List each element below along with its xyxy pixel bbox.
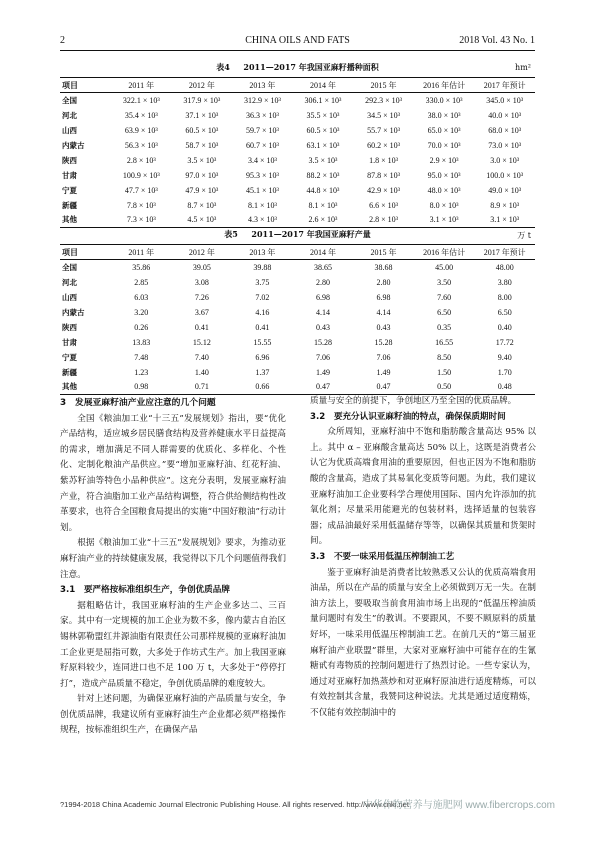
value-cell: 6.98 [376,292,391,302]
table-row [60,260,535,275]
page-number: 2 [60,35,65,46]
running-header [60,35,535,51]
value-cell: 7.48 [134,352,149,362]
value-cell: 35.5 × 10³ [306,110,340,120]
value-cell: 8.9 × 10³ [490,200,520,210]
value-cell: 2.85 [134,277,149,287]
column-header-year: 2016 年估计 [423,247,466,257]
value-cell: 4.3 × 10³ [247,215,277,225]
value-cell: 3.75 [255,277,270,287]
table-row [60,213,535,228]
value-cell: 1.40 [194,367,209,377]
table5-unit: 万 t [517,231,531,240]
journal-name: CHINA OILS AND FATS [245,35,350,46]
table-row [60,108,535,123]
value-cell: 0.40 [497,322,512,332]
value-cell: 95.0 × 10³ [427,170,461,180]
value-cell: 7.02 [255,292,270,302]
value-cell: 2.80 [376,277,391,287]
value-cell: 322.1 × 10³ [122,95,160,105]
value-cell: 8.7 × 10³ [187,200,217,210]
value-cell: 100.9 × 10³ [122,170,160,180]
table-row [60,320,535,335]
table-row [60,138,535,153]
value-cell: 39.05 [192,262,211,272]
value-cell: 0.66 [255,382,270,392]
table5 [60,244,535,395]
value-cell: 60.2 × 10³ [367,140,400,150]
value-cell: 3.20 [134,307,149,317]
value-cell: 6.96 [255,352,270,362]
value-cell: 17.72 [495,337,514,347]
region-cell: 山西 [62,125,77,135]
value-cell: 0.48 [497,382,512,392]
table5-header-row [60,245,535,260]
value-cell: 1.49 [376,367,391,377]
table4-header-row [60,78,535,93]
value-cell: 87.8 × 10³ [367,170,400,180]
section-3-heading: 3 发展亚麻籽油产业应注意的几个问题 [60,398,216,408]
table-row [60,365,535,380]
region-cell: 甘肃 [62,170,77,180]
value-cell: 0.41 [194,322,209,332]
table4-unit: hm² [515,63,531,72]
value-cell: 34.5 × 10³ [367,110,400,120]
value-cell: 317.9 × 10³ [183,95,221,105]
table-row [60,335,535,350]
region-cell: 全国 [62,262,77,272]
paragraph-5: 质量与安全的前提下，争创地区乃至全国的优质品牌。 [310,396,517,406]
value-cell: 4.5 × 10³ [187,215,217,225]
table-row [60,168,535,183]
value-cell: 6.50 [497,307,512,317]
value-cell: 0.71 [194,382,209,392]
table4-label: 表4 [216,62,230,72]
region-cell: 河北 [62,277,77,287]
value-cell: 15.28 [374,337,393,347]
value-cell: 63.9 × 10³ [124,125,158,135]
column-header-year: 2016 年估计 [423,80,466,90]
value-cell: 0.26 [134,322,149,332]
region-cell: 宁夏 [62,352,77,362]
value-cell: 3.1 × 10³ [429,215,459,225]
value-cell: 60.7 × 10³ [245,140,279,150]
value-cell: 36.3 × 10³ [245,110,279,120]
value-cell: 7.8 × 10³ [126,200,156,210]
column-header-year: 2013 年 [249,247,276,257]
table4-title: 2011—2017 年我国亚麻籽播种面积 [243,62,379,72]
value-cell: 6.98 [315,292,330,302]
column-header-year: 2017 年预计 [483,247,526,257]
value-cell: 306.1 × 10³ [304,95,342,105]
value-cell: 3.1 × 10³ [490,215,520,225]
value-cell: 4.14 [376,307,391,317]
value-cell: 6.50 [437,307,452,317]
column-header-item: 项目 [62,247,78,257]
value-cell: 65.0 × 10³ [427,125,461,135]
value-cell: 3.08 [194,277,209,287]
value-cell: 44.8 × 10³ [306,185,340,195]
table-row [60,93,535,108]
table4-caption [60,62,535,76]
value-cell: 0.43 [315,322,330,332]
value-cell: 7.40 [194,352,209,362]
table-row [60,198,535,213]
column-header-year: 2015 年 [370,80,397,90]
value-cell: 4.16 [255,307,270,317]
value-cell: 2.6 × 10³ [308,215,338,225]
value-cell: 49.0 × 10³ [488,185,522,195]
value-cell: 3.0 × 10³ [490,155,520,165]
value-cell: 35.86 [132,262,151,272]
value-cell: 7.60 [437,292,452,302]
column-header-item: 项目 [62,80,78,90]
region-cell: 陕西 [62,322,77,332]
region-cell: 宁夏 [62,185,77,195]
region-cell: 其他 [62,215,77,225]
value-cell: 1.37 [255,367,270,377]
value-cell: 1.23 [134,367,149,377]
value-cell: 40.0 × 10³ [488,110,522,120]
value-cell: 0.47 [315,382,330,392]
value-cell: 38.68 [374,262,393,272]
value-cell: 330.0 × 10³ [425,95,463,105]
region-cell: 全国 [62,95,77,105]
value-cell: 58.7 × 10³ [185,140,219,150]
column-header-year: 2017 年预计 [483,80,526,90]
table-row [60,350,535,365]
table4-body [60,93,535,228]
paragraph-3: 据粗略估计，我国亚麻籽油的生产企业多达二、三百家。其中有一定规模的加工企业为数不多，像内蒙古自治区锡林郭勒盟红井源油脂有限责任公司那样规模的亚麻籽油加工企业更是屈指可数，大多处于作坊式生产。加上我国亚麻籽原料较少，连同进口也不足 100 万 t，大多处于“停停打打”，造成产品质量不稳定，争创优质品牌的难度较大。 [60,600,286,689]
value-cell: 97.0 × 10³ [185,170,219,180]
value-cell: 38.65 [313,262,332,272]
value-cell: 2.80 [315,277,330,287]
value-cell: 1.8 × 10³ [369,155,398,165]
value-cell: 2.9 × 10³ [429,155,459,165]
value-cell: 7.06 [376,352,391,362]
table-row [60,183,535,198]
column-header-year: 2014 年 [309,247,336,257]
value-cell: 100.0 × 10³ [486,170,524,180]
value-cell: 88.2 × 10³ [306,170,340,180]
table-row [60,380,535,395]
value-cell: 38.0 × 10³ [427,110,461,120]
value-cell: 8.50 [437,352,452,362]
value-cell: 60.5 × 10³ [306,125,340,135]
value-cell: 15.12 [192,337,211,347]
value-cell: 56.3 × 10³ [124,140,158,150]
column-header-year: 2013 年 [249,80,276,90]
value-cell: 48.0 × 10³ [427,185,461,195]
value-cell: 59.7 × 10³ [245,125,279,135]
value-cell: 45.00 [435,262,454,272]
column-header-year: 2014 年 [309,80,336,90]
value-cell: 1.49 [315,367,330,377]
right-column [310,394,536,721]
value-cell: 8.0 × 10³ [429,200,459,210]
value-cell: 0.41 [255,322,270,332]
column-header-year: 2011 年 [128,80,155,90]
column-header-year: 2015 年 [370,247,397,257]
value-cell: 9.40 [497,352,512,362]
value-cell: 312.9 × 10³ [243,95,281,105]
table5-body [60,260,535,395]
region-cell: 内蒙古 [62,307,85,317]
region-cell: 甘肃 [62,337,77,347]
header-rule [60,50,535,51]
value-cell: 48.00 [495,262,514,272]
value-cell: 0.43 [376,322,391,332]
value-cell: 47.9 × 10³ [185,185,219,195]
table5-caption [60,229,535,243]
table5-label: 表5 [224,229,238,239]
region-cell: 山西 [62,292,77,302]
table-row [60,305,535,320]
value-cell: 345.0 × 10³ [486,95,524,105]
region-cell: 河北 [62,110,77,120]
value-cell: 6.6 × 10³ [369,200,398,210]
section-3-2-heading: 3.2 要充分认识亚麻籽油的特点，确保保质期时间 [310,411,506,422]
column-header-year: 2012 年 [188,247,215,257]
value-cell: 0.50 [437,382,452,392]
value-cell: 95.3 × 10³ [245,170,279,180]
copyright-line: ?1994-2018 China Academic Journal Electronic Publishing House. All rights reserved. http://www.cnki.net [60,800,409,809]
column-header-year: 2011 年 [128,247,155,257]
value-cell: 1.70 [497,367,512,377]
table-row [60,123,535,138]
value-cell: 3.80 [497,277,512,287]
value-cell: 47.7 × 10³ [124,185,158,195]
region-cell: 陕西 [62,155,77,165]
paragraph-2: 根据《粮油加工业“十三五”发展规划》要求，为推动亚麻籽油产业的持续健康发展，我觉得以下几个问题值得我们注意。 [60,538,286,580]
value-cell: 55.7 × 10³ [367,125,400,135]
value-cell: 45.1 × 10³ [245,185,279,195]
value-cell: 0.35 [437,322,452,332]
watermark: 中华作物营养与施肥网 www.fibercrops.com [362,800,555,811]
value-cell: 4.14 [315,307,330,317]
value-cell: 0.47 [376,382,391,392]
value-cell: 68.0 × 10³ [488,125,522,135]
value-cell: 42.9 × 10³ [367,185,400,195]
value-cell: 7.26 [194,292,209,302]
value-cell: 13.83 [132,337,151,347]
value-cell: 3.4 × 10³ [247,155,277,165]
value-cell: 7.06 [315,352,330,362]
value-cell: 3.50 [437,277,452,287]
value-cell: 8.00 [497,292,512,302]
paragraph-7: 鉴于亚麻籽油是消费者比较熟悉又公认的优质高端食用油品，所以在产品的质量与安全上必须做到万无一失。在制油方法上，要吸取当前食用油市场上出现的“低温压榨油质量问题时有发生”的教训。不要跟风，不要不顾原料的质量好坏，一味采用低温压榨制油工艺。在前几天的“第三届亚麻籽油产业联盟”群里，大家对亚麻籽油中可能存在的生氰糖甙有毒物质的控制问题进行了热烈讨论。一些专家认为，通过对亚麻籽加热蒸炒和对亚麻籽原油进行适度精炼，可以有效控制其含量，我赞同这种说法。尤其是通过适度精炼，不仅能有效控制油中的 [310,567,536,718]
column-header-year: 2012 年 [188,80,215,90]
value-cell: 39.88 [253,262,272,272]
value-cell: 8.1 × 10³ [247,200,277,210]
value-cell: 3.67 [194,307,209,317]
value-cell: 60.5 × 10³ [185,125,219,135]
value-cell: 7.3 × 10³ [126,215,156,225]
section-3-1-heading: 3.1 要严格按标准组织生产，争创优质品牌 [60,585,230,596]
paragraph-6: 众所周知，亚麻籽油中不饱和脂肪酸含量高达 95% 以上。其中 α – 亚麻酸含量高达 50% 以上，这既是消费者公认它为优质高端食用油的重要原因，但也正因为不饱和脂肪酸的含量高，造成了其易氧化变质等问题。为此，我们建议亚麻籽油加工企业要科学合理使用国际、国内允许添加的抗氧化剂；尽量采用能避光的包装材料，选择适量的包装容器；成品油最好采用低温储存等等，以确保其质量和货架时间。 [310,427,536,547]
region-cell: 新疆 [62,200,77,210]
section-3-3-heading: 3.3 不要一味采用低温压榨制油工艺 [310,551,455,562]
table-row [60,290,535,305]
value-cell: 63.1 × 10³ [306,140,340,150]
paragraph-1: 全国《粮油加工业“十三五”发展规划》指出，要“优化产品结构，适应城乡居民膳食结构及营养健康水平日益提高的需求，增加满足不同人群需要的优质化、多样化、个性化、定制化粮油产品供应。”要“增加亚麻籽油、红花籽油、紫苏籽油等特色小品种供应”。这充分表明，发展亚麻籽油产业，符合油脂加工业产品结构调整，符合供给侧结构性改革要求，也符合全国粮食局提出的实施“中国好粮油”行动计划。 [60,413,286,533]
value-cell: 6.03 [134,292,149,302]
paragraph-4: 针对上述问题，为确保亚麻籽油的产品质量与安全，争创优质品牌，我建议所有亚麻籽油生产企业都必须严格操作规程，按标准组织生产，在确保产品 [60,694,286,736]
value-cell: 1.50 [437,367,452,377]
issue-info: 2018 Vol. 43 No. 1 [459,35,535,46]
region-cell: 其他 [62,382,77,392]
region-cell: 内蒙古 [62,140,85,150]
value-cell: 3.5 × 10³ [187,155,217,165]
region-cell: 新疆 [62,367,77,377]
value-cell: 292.3 × 10³ [365,95,402,105]
left-column [60,396,286,739]
value-cell: 2.8 × 10³ [126,155,156,165]
value-cell: 37.1 × 10³ [185,110,219,120]
value-cell: 3.5 × 10³ [308,155,338,165]
value-cell: 8.1 × 10³ [308,200,338,210]
value-cell: 73.0 × 10³ [488,140,522,150]
value-cell: 2.8 × 10³ [369,215,398,225]
table-row [60,275,535,290]
table5-title: 2011—2017 年我国亚麻籽产量 [251,229,371,239]
value-cell: 0.98 [134,382,149,392]
footer [60,800,555,809]
value-cell: 35.4 × 10³ [124,110,158,120]
value-cell: 16.55 [435,337,454,347]
value-cell: 15.28 [313,337,332,347]
table4 [60,77,535,228]
table-row [60,153,535,168]
value-cell: 70.0 × 10³ [427,140,461,150]
value-cell: 15.55 [253,337,272,347]
